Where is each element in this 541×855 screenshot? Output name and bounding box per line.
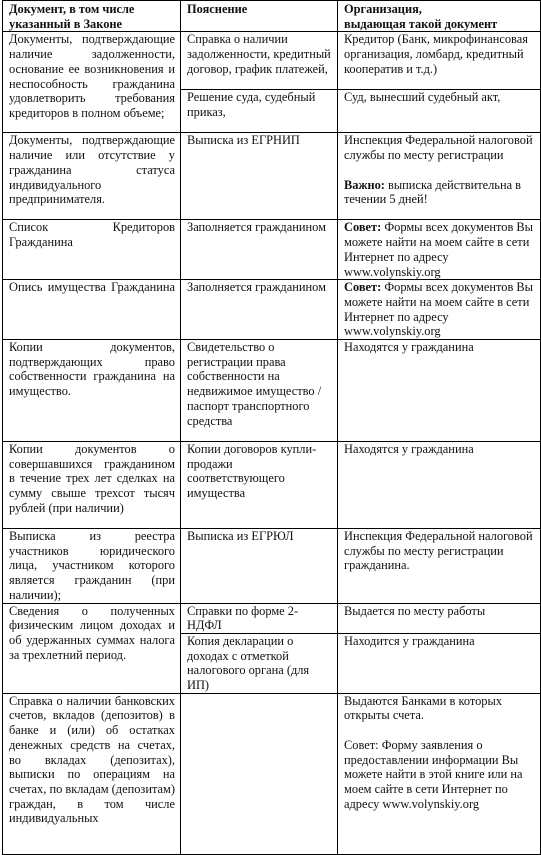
explanation-cell: Выписка из ЕГРЮЛ — [181, 529, 338, 604]
table-header-row — [3, 1, 541, 32]
table-row — [3, 603, 541, 633]
header-explanation: Пояснение — [181, 1, 338, 32]
explanation-cell: Выписка из ЕГРНИП — [181, 133, 338, 220]
organization-cell — [338, 133, 541, 220]
organization-cell: Выдается по месту работы — [338, 603, 541, 633]
table-row — [3, 280, 541, 340]
document-cell: Документы, подтверждающие наличие или отсутствие у гражданина статуса индивидуального предпринимателя. — [3, 133, 181, 220]
explanation-cell: Свидетельство о регистрации права собственности на недвижимое имущество / паспорт транспортного средства — [181, 340, 338, 442]
document-cell: Выписка из реестра участников юридического лица, участником которого является гражданин (при наличии); — [3, 529, 181, 604]
document-cell: Список Кредиторов Гражданина — [3, 220, 181, 280]
document-cell: Документы, подтверждающие наличие задолженности, основание ее возникновения и неспособность гражданина удовлетворить требования кредиторов в полном объеме; — [3, 32, 181, 133]
header-document-line1: Документ, в том числе — [9, 2, 135, 16]
header-organization-line1: Организация, — [344, 2, 422, 16]
organization-text: Инспекция Федеральной налоговой службы по месту регистрации — [344, 133, 533, 163]
header-document — [3, 1, 181, 32]
organization-cell: Находятся у гражданина — [338, 442, 541, 529]
document-cell: Справка о наличии банковских счетов, вкладов (депозитов) в банке и (или) об остатках денежных средств на счетах, во вкладах (депозитах), выписки по операциям на счетах, по вкладам (депозитам) граждан, в том числе индивидуальных — [3, 693, 181, 854]
explanation-cell: Решение суда, судебный приказ, — [181, 90, 338, 133]
table-row — [3, 133, 541, 220]
document-cell: Сведения о полученных физическим лицом доходах и об удержанных суммах налога за трехлетний период. — [3, 603, 181, 693]
note-text: выписка действительна в течении 5 дней! — [344, 177, 522, 207]
organization-cell — [338, 693, 541, 854]
organization-cell: Находится у гражданина — [338, 633, 541, 693]
tip-text: Формы всех документов Вы можете найти на моем сайте в сети Интернет по адресу www.volynskiy.org — [344, 280, 533, 339]
table-row — [3, 693, 541, 854]
explanation-cell: Копия декларации о доходах с отметкой налогового органа (для ИП) — [181, 633, 338, 693]
table-row — [3, 32, 541, 90]
table-row — [3, 220, 541, 280]
organization-cell: Кредитор (Банк, микрофинансовая организация, ломбард, кредитный кооператив и т.д.) — [338, 32, 541, 90]
explanation-cell: Заполняется гражданином — [181, 220, 338, 280]
document-cell: Копии документов, подтверждающих право собственности гражданина на имущество. — [3, 340, 181, 442]
header-organization-line2: выдающая такой документ — [344, 16, 498, 31]
explanation-cell: Справка о наличии задолженности, кредитный договор, график платежей, — [181, 32, 338, 90]
table-row — [3, 340, 541, 442]
organization-note: Совет: Форму заявления о предоставлении информации Вы можете найти в этой книге или на моем сайте в сети Интернет по адресу www.volynskiy.org — [344, 737, 523, 811]
tip-label: Совет: — [344, 280, 382, 295]
table-row — [3, 529, 541, 604]
documents-table — [2, 0, 541, 855]
explanation-cell: Справки по форме 2-НДФЛ — [181, 603, 338, 633]
organization-text: Выдаются Банками в которых открыты счета. — [344, 693, 503, 723]
organization-cell: Находятся у гражданина — [338, 340, 541, 442]
organization-cell: Инспекция Федеральной налоговой службы по месту регистрации гражданина. — [338, 529, 541, 604]
organization-note — [344, 178, 535, 207]
tip-label: Совет: — [344, 220, 382, 235]
header-organization — [338, 1, 541, 32]
document-cell: Опись имущества Гражданина — [3, 280, 181, 340]
header-document-line2: указанный в Законе — [9, 16, 123, 31]
table-row — [3, 442, 541, 529]
explanation-cell: Копии договоров купли-продажи соответствующего имущества — [181, 442, 338, 529]
document-cell: Копии документов о совершавшихся гражданином в течение трех лет сделках на сумму свыше трехсот тысяч рублей (при наличии) — [3, 442, 181, 529]
tip-text: Формы всех документов Вы можете найти на моем сайте в сети Интернет по адресу www.volynskiy.org — [344, 220, 533, 279]
organization-cell: Суд, вынесший судебный акт, — [338, 90, 541, 133]
explanation-cell — [181, 693, 338, 854]
organization-cell — [338, 280, 541, 340]
note-label: Важно: — [344, 177, 385, 192]
organization-cell — [338, 220, 541, 280]
explanation-cell: Заполняется гражданином — [181, 280, 338, 340]
